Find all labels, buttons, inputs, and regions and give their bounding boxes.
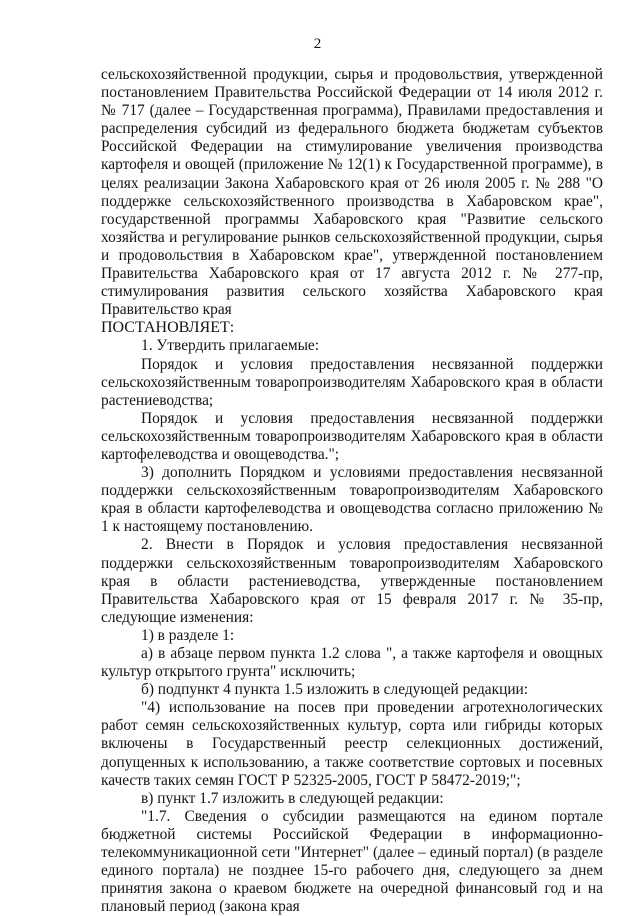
paragraph: "1.7. Сведения о субсидии размещаются на едином портале бюджетной системы Российской Федерации в информационно-телекоммуникационной сети "Интернет" (далее – единый портал) (в разделе единого портала) не позднее 15-го рабочего дня, следующего за днем принятия закона о краевом бюджете на очередной финансовый год и на плановый период (закона края [101,807,603,916]
paragraph: 2. Внести в Порядок и условия предоставления несвязанной поддержки сельскохозяйственным товаропроизводителям Хабаровского края в области растениеводства, утвержденные постановлением Правительства Хабаровского края от 15 февраля 2017 г. № 35-пр, следующие изменения: [101,536,603,626]
paragraph: а) в абзаце первом пункта 1.2 слова ", а также картофеля и овощных культур открытого грунта" исключить; [101,645,603,681]
paragraph: 1. Утвердить прилагаемые: [141,337,320,355]
paragraph: 1) в разделе 1: [141,626,235,644]
document-body [101,66,603,916]
paragraph: "4) использование на посев при проведении агротехнологических работ семян сельскохозяйственных культур, сорта или гибриды которых включены в Государственный реестр селекционных достижений, допущенных к использованию, а также соответствие сортовых и посевных качеств таких семян ГОСТ Р 52325-2005, ГОСТ Р 58472-2019;"; [101,699,603,789]
paragraph: 3) дополнить Порядком и условиями предоставления несвязанной поддержки сельскохозяйственным товаропроизводителям Хабаровского края в области картофелеводства и овощеводства согласно приложению № 1 к настоящему постановлению. [101,464,603,536]
paragraph: б) подпункт 4 пункта 1.5 изложить в следующей редакции: [141,681,529,699]
section-heading: ПОСТАНОВЛЯЕТ: [101,319,235,337]
paragraph: Порядок и условия предоставления несвязанной поддержки сельскохозяйственным товаропроизводителям Хабаровского края в области картофелеводства и овощеводства."; [101,409,603,463]
paragraph: Порядок и условия предоставления несвязанной поддержки сельскохозяйственным товаропроизводителям Хабаровского края в области растениеводства; [101,355,603,409]
paragraph: в) пункт 1.7 изложить в следующей редакции: [141,789,444,807]
paragraph: сельскохозяйственной продукции, сырья и продовольствия, утвержденной постановлением Правительства Российской Федерации от 14 июля 2012 г. № 717 (далее – Государственная программа), Правилами предоставления и распределения субсидий из федерального бюджета бюджетам субъектов Российской Федерации на стимулирование увеличения производства картофеля и овощей (приложение № 12(1) к Государственной программе), в целях реализации Закона Хабаровского края от 26 июля 2005 г. № 288 "О поддержке сельскохозяйственного производства в Хабаровском крае", государственной программы Хабаровского края "Развитие сельского хозяйства и регулирование рынков сельскохозяйственной продукции, сырья и продовольствия в Хабаровском крае", утвержденной постановлением Правительства Хабаровского края от 17 августа 2012 г. № 277-пр, стимулирования развития сельского хозяйства Хабаровского края Правительство края [101,66,603,319]
page-number: 2 [313,36,322,52]
